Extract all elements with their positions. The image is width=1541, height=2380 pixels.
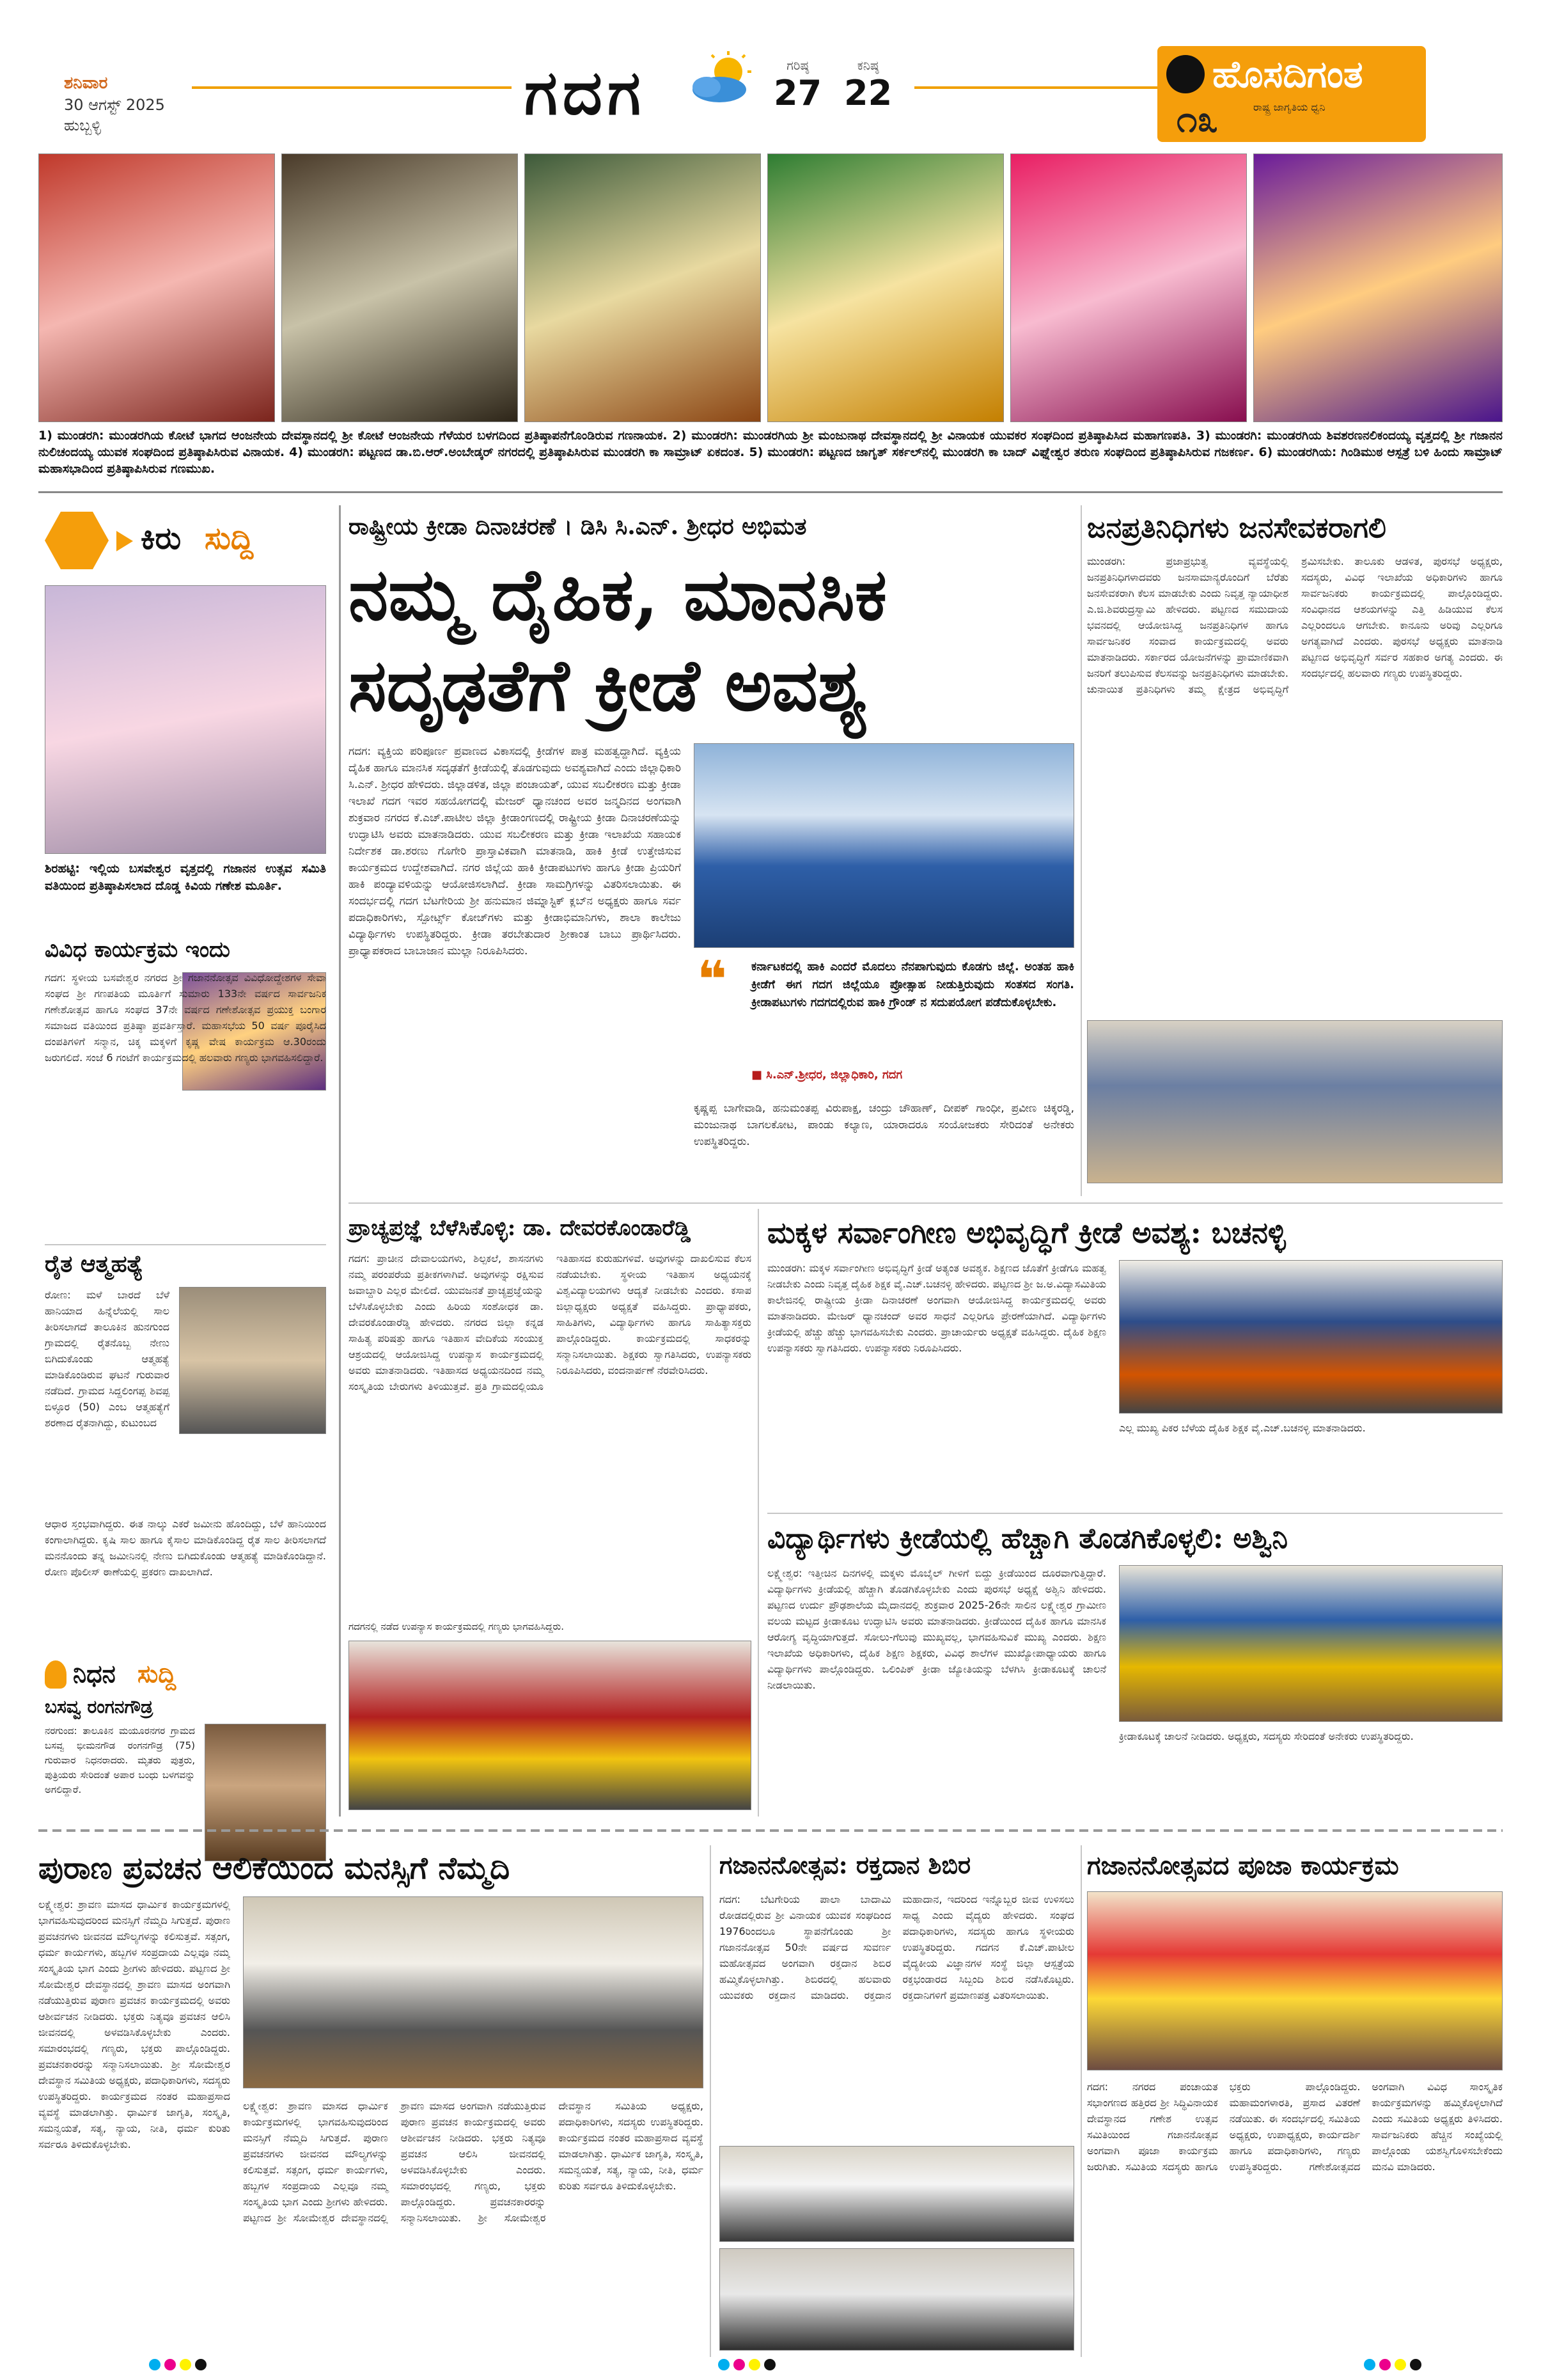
lead-quote: ಕರ್ನಾಟಕದಲ್ಲಿ ಹಾಕಿ ಎಂದರೆ ಮೊದಲು ನೆನಪಾಗುವುದು ಕೊಡಗು ಜಿಲ್ಲೆ. ಅಂತಹ ಹಾಕಿ ಕ್ರೀಡೆಗೆ ಈಗ ಗದಗ ಜಿಲ್ಲೆಯೂ ಪ್ರೋತ್ಸಾಹ ನೀಡುತ್ತಿರುವುದು ಸಂತಸದ ಸಂಗತಿ. ಕ್ರೀಡಾಪಟುಗಳು ಗದಗದಲ್ಲಿರುವ ಹಾಕಿ ಗ್ರೌಂಡ್ ನ ಸದುಪಯೋಗ ಪಡೆದುಕೊಳ್ಳಬೇಕು. bbox=[751, 960, 1074, 1009]
lead-headline-2: ಸದೃಢತೆಗೆ ಕ್ರೀಡೆ ಅವಶ್ಯ bbox=[348, 643, 867, 727]
lotus-logo-icon bbox=[1166, 55, 1205, 93]
farmer-body-1: ರೋಣ: ಮಳೆ ಬಾರದೆ ಬೆಳೆ ಹಾನಿಯಾದ ಹಿನ್ನೆಲೆಯಲ್ಲಿ ಸಾಲ ತೀರಿಸಲಾಗದೆ ತಾಲೂಕಿನ ಹುನಗುಂದ ಗ್ರಾಮದಲ್ಲಿ ರೈತನೊಬ್ಬ ನೇಣು ಬಿಗಿದುಕೊಂಡು ಆತ್ಮಹತ್ಯೆ ಮಾಡಿಕೊಂಡಿರುವ ಘಟನೆ ಗುರುವಾರ ನಡೆದಿದೆ. ಗ್ರಾಮದ ಸಿದ್ದಲಿಂಗಪ್ಪ ಶಿವಪ್ಪ ಬಿಳ್ಳೂರ (50) ಎಂಬ ಆತ್ಮಹತ್ಯೆಗೆ ಶರಣಾದ ರೈತನಾಗಿದ್ದು, ಕುಟುಂಬದ bbox=[45, 1289, 169, 1429]
ganesha-photo-5 bbox=[1010, 154, 1247, 422]
reg-dot-yellow bbox=[180, 2359, 191, 2370]
reg-dot-cyan-2 bbox=[718, 2359, 730, 2370]
section-title: ಗದಗ bbox=[524, 56, 646, 129]
min-temp-value: 22 bbox=[844, 73, 893, 113]
obit-body: ನರಗುಂದ: ತಾಲೂಕಿನ ಮಯೂರನಗರ ಗ್ರಾಮದ ಬಸವ್ವ ಭೀಮನಗೌಡ ರಂಗನಗೌಡ್ರ (75) ಗುರುವಾರ ನಿಧನರಾದರು. ಮೃತರು ಪುತ್ರರು, ಪುತ್ರಿಯರು ಸೇರಿದಂತೆ ಅಪಾರ ಬಂಧು ಬಳಗವನ್ನು ಅಗಲಿದ್ದಾರೆ. bbox=[45, 1725, 195, 1795]
purana-headline: ಪುರಾಣ ಪ್ರವಚನ ಆಲಿಕೆಯಿಂದ ಮನಸ್ಸಿಗೆ ನೆಮ್ಮದಿ bbox=[38, 1850, 510, 1886]
rakta-photo-1 bbox=[719, 2146, 1074, 2242]
reg-dot-cyan bbox=[149, 2359, 160, 2370]
pooja-headline: ಗಜಾನನೋತ್ಸವದ ಪೂಜಾ ಕಾರ್ಯಕ್ರಮ bbox=[1087, 1850, 1399, 1880]
masthead-day: ಶನಿವಾರ bbox=[64, 74, 108, 93]
lead-quote-attr-text: ಸಿ.ಎನ್.ಶ್ರೀಧರ, ಜಿಲ್ಲಾಧಿಕಾರಿ, ಗದಗ bbox=[766, 1068, 903, 1082]
page-number: ೧೩ bbox=[1177, 97, 1218, 141]
masthead-rule-left bbox=[192, 86, 512, 89]
lead-photo-caption: ಕೃಷ್ಣಪ್ಪ ಬಾಗೇವಾಡಿ, ಹನುಮಂತಪ್ಪ ವಿರುಪಾಕ್ಷ, ಚಂದ್ರು ಚೌಹಾಣ್, ದೀಪಕ್ ಗಾಂಧೀ, ಪ್ರವೀಣ ಚಿಕ್ಕರಡ್ಡಿ, ಮಂಜುನಾಥ ಬಾಗಲಕೋಟ, ಪಾಂಡು ಕಲ್ಯಾಣ, ಯಾರಾದರೂ ಸಂಯೋಜಕರು ಸೇರಿದಂತೆ ಅನೇಕರು ಉಪಸ್ಥಿತರಿದ್ದರು. bbox=[694, 1102, 1074, 1148]
reg-dot-yellow-3 bbox=[1395, 2359, 1406, 2370]
lead-quote-attr: ■ ಸಿ.ಎನ್.ಶ್ರೀಧರ, ಜಿಲ್ಲಾಧಿಕಾರಿ, ಗದಗ bbox=[751, 1068, 903, 1082]
registration-marks-right bbox=[1362, 2359, 1423, 2373]
paper-logo-block bbox=[1157, 46, 1426, 142]
divider-bottom-band bbox=[38, 1829, 1503, 1832]
weather-icon bbox=[687, 50, 758, 107]
vidyarthi-story bbox=[767, 1517, 1503, 1817]
purana-body: ಲಕ್ಷ್ಮೇಶ್ವರ: ಶ್ರಾವಣ ಮಾಸದ ಧಾರ್ಮಿಕ ಕಾರ್ಯಕ್ರಮಗಳಲ್ಲಿ ಭಾಗವಹಿಸುವುದರಿಂದ ಮನಸ್ಸಿಗೆ ನೆಮ್ಮದಿ ಸಿಗುತ್ತದೆ. ಪುರಾಣ ಪ್ರವಚನಗಳು ಜೀವನದ ಮೌಲ್ಯಗಳನ್ನು ಕಲಿಸುತ್ತವೆ. ಸತ್ಸಂಗ, ಧರ್ಮ ಕಾರ್ಯಗಳು, ಹಬ್ಬಗಳ ಸಂಪ್ರದಾಯ ಎಲ್ಲವೂ ನಮ್ಮ ಸಂಸ್ಕೃತಿಯ ಭಾಗ ಎಂದು ಶ್ರೀಗಳು ಹೇಳಿದರು. ಪಟ್ಟಣದ ಶ್ರೀ ಸೋಮೇಶ್ವರ ದೇವಸ್ಥಾನದಲ್ಲಿ ಶ್ರಾವಣ ಮಾಸದ ಅಂಗವಾಗಿ ನಡೆಯುತ್ತಿರುವ ಪುರಾಣ ಪ್ರವಚನ ಕಾರ್ಯಕ್ರಮದಲ್ಲಿ ಅವರು ಆಶೀರ್ವಚನ ನೀಡಿದರು. ಭಕ್ತರು ನಿತ್ಯವೂ ಪ್ರವಚನ ಆಲಿಸಿ ಜೀವನದಲ್ಲಿ ಅಳವಡಿಸಿಕೊಳ್ಳಬೇಕು ಎಂದರು. ಸಮಾರಂಭದಲ್ಲಿ ಗಣ್ಯರು, ಭಕ್ತರು ಪಾಲ್ಗೊಂಡಿದ್ದರು. ಪ್ರವಚನಕಾರರನ್ನು ಸನ್ಮಾನಿಸಲಾಯಿತು. ಶ್ರೀ ಸೋಮೇಶ್ವರ ದೇವಸ್ಥಾನ ಸಮಿತಿಯ ಅಧ್ಯಕ್ಷರು, ಪದಾಧಿಕಾರಿಗಳು, ಸದಸ್ಯರು ಉಪಸ್ಥಿತರಿದ್ದರು. ಕಾರ್ಯಕ್ರಮದ ನಂತರ ಮಹಾಪ್ರಸಾದ ವ್ಯವಸ್ಥೆ ಮಾಡಲಾಗಿತ್ತು. ಧಾರ್ಮಿಕ ಜಾಗೃತಿ, ಸಂಸ್ಕೃತಿ, ಸಮನ್ವಯತೆ, ಸತ್ಯ, ನ್ಯಾಯ, ನೀತಿ, ಧರ್ಮ ಕುರಿತು ಸರ್ವರೂ ತಿಳಿದುಕೊಳ್ಳಬೇಕು. bbox=[38, 1898, 230, 2150]
obit-name: ಬಸವ್ವ ರಂಗನಗೌಡ್ರ bbox=[45, 1696, 153, 1717]
pooja-body: ಗದಗ: ನಗರದ ಪಂಚಾಯತ ಸಭಾಂಗಣದ ಹತ್ತಿರದ ಶ್ರೀ ಸಿದ್ಧಿವಿನಾಯಕ ದೇವಸ್ಥಾನದ ಗಣೇಶ ಉತ್ಸವ ಸಮಿತಿಯಿಂದ ಗಜಾನನೋತ್ಸವ ಅಂಗವಾಗಿ ಪೂಜಾ ಕಾರ್ಯಕ್ರಮ ಜರುಗಿತು. ಸಮಿತಿಯ ಸದಸ್ಯರು ಹಾಗೂ ಭಕ್ತರು ಪಾಲ್ಗೊಂಡಿದ್ದರು. ಮಹಾಮಂಗಳಾರತಿ, ಪ್ರಸಾದ ವಿತರಣೆ ನಡೆಯಿತು. ಈ ಸಂದರ್ಭದಲ್ಲಿ ಸಮಿತಿಯ ಅಧ್ಯಕ್ಷರು, ಉಪಾಧ್ಯಕ್ಷರು, ಕಾರ್ಯದರ್ಶಿ ಹಾಗೂ ಪದಾಧಿಕಾರಿಗಳು, ಗಣ್ಯರು ಉಪಸ್ಥಿತರಿದ್ದರು. ಗಣೇಶೋತ್ಸವದ ಅಂಗವಾಗಿ ವಿವಿಧ ಸಾಂಸ್ಕೃತಿಕ ಕಾರ್ಯಕ್ರಮಗಳನ್ನು ಹಮ್ಮಿಕೊಳ್ಳಲಾಗಿದೆ ಎಂದು ಸಮಿತಿಯ ಅಧ್ಯಕ್ಷರು ತಿಳಿಸಿದರು. ಸಾರ್ವಜನಿಕರು ಹೆಚ್ಚಿನ ಸಂಖ್ಯೆಯಲ್ಲಿ ಪಾಲ್ಗೊಂಡು ಯಶಸ್ವಿಗೊಳಿಸಬೇಕೆಂದು ಮನವಿ ಮಾಡಿದರು. bbox=[1087, 2081, 1503, 2173]
farmer-headline: ರೈತ ಆತ್ಮಹತ್ಯೆ bbox=[45, 1250, 144, 1277]
registration-marks-left bbox=[147, 2359, 208, 2373]
ganesha-photo-1 bbox=[38, 154, 275, 422]
min-temp-block bbox=[844, 58, 892, 113]
rakta-headline: ಗಜಾನನೋತ್ಸವ: ರಕ್ತದಾನ ಶಿಬಿರ bbox=[719, 1850, 971, 1879]
reg-dot-magenta bbox=[164, 2359, 176, 2370]
reg-dot-cyan-3 bbox=[1364, 2359, 1375, 2370]
quote-icon: ❝ bbox=[697, 950, 727, 1009]
masthead-edition: ಹುಬ್ಬಳ್ಳಿ bbox=[64, 116, 101, 134]
min-temp-label: ಕನಿಷ್ಠ bbox=[857, 58, 879, 73]
divider-top bbox=[38, 491, 1503, 493]
farmer-body-2: ಆಧಾರ ಸ್ತಂಭವಾಗಿದ್ದರು. ಈತ ನಾಲ್ಕು ಎಕರೆ ಜಮೀನು ಹೊಂದಿದ್ದು, ಬೆಳೆ ಹಾನಿಯಿಂದ ಕಂಗಾಲಾಗಿದ್ದರು. ಕೃಷಿ ಸಾಲ ಹಾಗೂ ಕೈಸಾಲ ಮಾಡಿಕೊಂಡಿದ್ದ ರೈತ ಸಾಲ ತೀರಿಸಲಾಗದೆ ಮನನೊಂದು ತನ್ನ ಜಮೀನಿನಲ್ಲಿ ನೇಣು ಬಿಗಿದುಕೊಂಡು ಆತ್ಮಹತ್ಯೆ ಮಾಡಿಕೊಂಡಿದ್ದಾನೆ. ರೋಣ ಪೊಲೀಸ್ ಠಾಣೆಯಲ್ಲಿ ಪ್ರಕರಣ ದಾಖಲಾಗಿದೆ. bbox=[45, 1518, 326, 1578]
prachya-photo bbox=[348, 1641, 751, 1810]
finger-icon bbox=[45, 512, 109, 569]
divider-mid-2 bbox=[767, 1513, 1503, 1514]
divider-farmer bbox=[45, 1244, 326, 1245]
makkala-photo bbox=[1119, 1260, 1503, 1414]
vertical-divider-left bbox=[339, 505, 341, 1817]
kiru-label-a: ಕಿರು bbox=[141, 521, 182, 556]
prachya-body: ಗದಗ: ಪ್ರಾಚೀನ ದೇವಾಲಯಗಳು, ಶಿಲ್ಪಕಲೆ, ಶಾಸನಗಳು ನಮ್ಮ ಪರಂಪರೆಯ ಪ್ರತೀಕಗಳಾಗಿವೆ. ಅವುಗಳನ್ನು ರಕ್ಷಿಸುವ ಜವಾಬ್ದಾರಿ ಎಲ್ಲರ ಮೇಲಿದೆ. ಯುವಜನತೆ ಪ್ರಾಚ್ಯಪ್ರಜ್ಞೆಯನ್ನು ಬೆಳೆಸಿಕೊಳ್ಳಬೇಕು ಎಂದು ಹಿರಿಯ ಸಂಶೋಧಕ ಡಾ. ದೇವರಕೊಂಡಾರೆಡ್ಡಿ ಹೇಳಿದರು. ನಗರದ ಜಿಲ್ಲಾ ಕನ್ನಡ ಸಾಹಿತ್ಯ ಪರಿಷತ್ತು ಹಾಗೂ ಇತಿಹಾಸ ವೇದಿಕೆಯ ಸಂಯುಕ್ತ ಆಶ್ರಯದಲ್ಲಿ ಆಯೋಜಿಸಿದ್ದ ಉಪನ್ಯಾಸ ಕಾರ್ಯಕ್ರಮದಲ್ಲಿ ಅವರು ಮಾತನಾಡಿದರು. ಇತಿಹಾಸದ ಅಧ್ಯಯನದಿಂದ ನಮ್ಮ ಸಂಸ್ಕೃತಿಯ ಬೇರುಗಳು ತಿಳಿಯುತ್ತವೆ. ಪ್ರತಿ ಗ್ರಾಮದಲ್ಲಿಯೂ ಇತಿಹಾಸದ ಕುರುಹುಗಳಿವೆ. ಅವುಗಳನ್ನು ದಾಖಲಿಸುವ ಕೆಲಸ ನಡೆಯಬೇಕು. ಸ್ಥಳೀಯ ಇತಿಹಾಸ ಅಧ್ಯಯನಕ್ಕೆ ವಿಶ್ವವಿದ್ಯಾಲಯಗಳು ಆದ್ಯತೆ ನೀಡಬೇಕು ಎಂದರು. ಕಸಾಪ ಜಿಲ್ಲಾಧ್ಯಕ್ಷರು ಅಧ್ಯಕ್ಷತೆ ವಹಿಸಿದ್ದರು. ಪ್ರಾಧ್ಯಾಪಕರು, ಸಾಹಿತಿಗಳು, ವಿದ್ಯಾರ್ಥಿಗಳು ಹಾಗೂ ಸಾಹಿತ್ಯಾಸಕ್ತರು ಪಾಲ್ಗೊಂಡಿದ್ದರು. ಕಾರ್ಯಕ್ರಮದಲ್ಲಿ ಸಾಧಕರನ್ನು ಸನ್ಮಾನಿಸಲಾಯಿತು. ಶಿಕ್ಷಕರು ಸ್ವಾಗತಿಸಿದರು, ಉಪನ್ಯಾಸಕರು ನಿರೂಪಿಸಿದರು, ವಂದನಾರ್ಪಣೆ ನೆರವೇರಿಸಿದರು. bbox=[348, 1252, 751, 1392]
masthead-date: 30 ಆಗಸ್ಟ್ 2025 bbox=[64, 96, 165, 114]
ganesha-caption: 1) ಮುಂಡರಗಿ: ಮುಂಡರಗಿಯ ಕೋಟೆ ಭಾಗದ ಆಂಜನೇಯ ದೇವಸ್ಥಾನದಲ್ಲಿ ಶ್ರೀ ಕೋಟೆ ಆಂಜನೇಯ ಗೆಳೆಯರ ಬಳಗದಿಂದ ಪ್ರತಿಷ್ಠಾಪನೆಗೊಂಡಿರುವ ಗಣನಾಯಕ. 2) ಮುಂಡರಗಿ: ಮುಂಡರಗಿಯ ಶ್ರೀ ಮಂಜುನಾಥ ದೇವಸ್ಥಾನದಲ್ಲಿ ಶ್ರೀ ವಿನಾಯಕ ಯುವಕರ ಸಂಘದಿಂದ ಪ್ರತಿಷ್ಠಾಪಿಸಿದ ಮಹಾಗಣಪತಿ. 3) ಮುಂಡರಗಿ: ಮುಂಡರಗಿಯ ಶಿವಶರಣನಲಿಕಂದಯ್ಯ ವೃತ್ತದಲ್ಲಿ ಶ್ರೀ ಗಜಾನನ ನುಲಿಚಂದಯ್ಯ ಯುವಕ ಸಂಘದಿಂದ ಪ್ರತಿಷ್ಠಾಪಿಸಿರುವ ವಿನಾಯಕ. 4) ಮುಂಡರಗಿ: ಪಟ್ಟಣದ ಡಾ.ಬಿ.ಆರ್.ಅಂಬೇಡ್ಕರ್ ನಗರದಲ್ಲಿ ಪ್ರತಿಷ್ಠಾಪಿಸಿರುವ ಮುಂಡರಗಿ ಕಾ ಸಾಮ್ರಾಟ್ ಏಕದಂತ. 5) ಮುಂಡರಗಿ: ಪಟ್ಟಣದ ಜಾಗೃತ್ ಸರ್ಕಲ್‌ನಲ್ಲಿ ಮುಂಡರಗಿ ಕಾ ಬಾದ್ ವಿಘ್ನೇಶ್ವರ ತರುಣ ಸಂಘದಿಂದ ಪ್ರತಿಷ್ಠಾಪಿಸಿರುವ ಗಜಕರ್ಣ. 6) ಮುಂಡರಗಿಯ: ಗಿಂಡಿಮುಠ ಆಸ್ಪತ್ರೆ ಬಳಿ ಹಿಂದು ಸಾಮ್ರಾಟ್ ಮಹಾಸಭಾದಿಂದ ಪ್ರತಿಷ್ಠಾಪಿಸಿರುವ ಗಣಮುಖ. bbox=[38, 429, 1503, 476]
divider-mid-1 bbox=[348, 1202, 1503, 1204]
janaprati-photo bbox=[1087, 1020, 1503, 1183]
prachya-story bbox=[348, 1209, 751, 1817]
vertical-divider-mid bbox=[1081, 505, 1082, 1196]
reg-dot-magenta-3 bbox=[1379, 2359, 1391, 2370]
masthead-date-block bbox=[64, 74, 165, 134]
ganesha-photo-6 bbox=[1253, 154, 1503, 422]
obit-photo bbox=[205, 1724, 326, 1861]
vidyarthi-body: ಲಕ್ಷ್ಮೇಶ್ವರ: ಇತ್ತೀಚಿನ ದಿನಗಳಲ್ಲಿ ಮಕ್ಕಳು ಮೊಬೈಲ್ ಗೀಳಿಗೆ ಬಿದ್ದು ಕ್ರೀಡೆಯಿಂದ ದೂರವಾಗುತ್ತಿದ್ದಾರೆ. ವಿದ್ಯಾರ್ಥಿಗಳು ಕ್ರೀಡೆಯಲ್ಲಿ ಹೆಚ್ಚಾಗಿ ತೊಡಗಿಕೊಳ್ಳಬೇಕು ಎಂದು ಪುರಸಭೆ ಅಧ್ಯಕ್ಷೆ ಅಶ್ವಿನಿ ಹೇಳಿದರು. ಪಟ್ಟಣದ ಉರ್ದು ಪ್ರೌಢಶಾಲೆಯ ಮೈದಾನದಲ್ಲಿ ಶುಕ್ರವಾರ 2025-26ನೇ ಸಾಲಿನ ಲಕ್ಷ್ಮೇಶ್ವರ ಗ್ರಾಮೀಣ ವಲಯ ಮಟ್ಟದ ಕ್ರೀಡಾಕೂಟ ಉದ್ಘಾಟಿಸಿ ಅವರು ಮಾತನಾಡಿದರು. ಕ್ರೀಡೆಯಿಂದ ದೈಹಿಕ ಹಾಗೂ ಮಾನಸಿಕ ಆರೋಗ್ಯ ವೃದ್ಧಿಯಾಗುತ್ತದೆ. ಸೋಲು-ಗೆಲುವು ಮುಖ್ಯವಲ್ಲ, ಭಾಗವಹಿಸುವಿಕೆ ಮುಖ್ಯ ಎಂದರು. ಶಿಕ್ಷಣ ಇಲಾಖೆಯ ಅಧಿಕಾರಿಗಳು, ದೈಹಿಕ ಶಿಕ್ಷಣ ಶಿಕ್ಷಕರು, ವಿವಿಧ ಶಾಲೆಗಳ ಮುಖ್ಯೋಪಾಧ್ಯಾಯರು ಹಾಗೂ ವಿದ್ಯಾರ್ಥಿಗಳು ಪಾಲ್ಗೊಂಡಿದ್ದರು. ಒಲಿಂಪಿಕ್ ಕ್ರೀಡಾ ಜ್ಯೋತಿಯನ್ನು ಬೆಳಗಿಸಿ ಕ್ರೀಡಾಕೂಟಕ್ಕೆ ಚಾಲನೆ ನೀಡಲಾಯಿತು. bbox=[767, 1567, 1106, 1691]
purana-photo bbox=[243, 1896, 703, 2088]
kiru-suddi-column bbox=[38, 505, 332, 1817]
vidyarthi-photo bbox=[1119, 1565, 1503, 1722]
rakta-story bbox=[719, 1845, 1074, 2357]
ganesha-photo-4 bbox=[767, 154, 1004, 422]
paper-tagline: ರಾಷ್ಟ್ರ ಜಾಗೃತಿಯ ಧ್ವನಿ bbox=[1253, 101, 1326, 113]
lead-photo bbox=[694, 743, 1074, 948]
pooja-photo bbox=[1087, 1891, 1503, 2070]
kiru-photo-caption: ಶಿರಹಟ್ಟಿ: ಇಲ್ಲಿಯ ಬಸವೇಶ್ವರ ವೃತ್ತದಲ್ಲಿ ಗಜಾನನ ಉತ್ಸವ ಸಮಿತಿ ವತಿಯಿಂದ ಪ್ರತಿಷ್ಠಾಪಿಸಲಾದ ದೊಡ್ಡ ಕಿವಿಯ ಗಣೇಶ ಮೂರ್ತಿ. bbox=[45, 862, 326, 893]
pooja-story bbox=[1087, 1845, 1503, 2357]
nidhana-label-b: ಸುದ್ದಿ bbox=[137, 1659, 176, 1688]
paper-name: ಹೊಸದಿಗಂತ bbox=[1212, 52, 1363, 96]
farmer-photo bbox=[179, 1287, 326, 1434]
reg-dot-black bbox=[195, 2359, 207, 2370]
reg-dot-magenta-2 bbox=[733, 2359, 745, 2370]
programs-body: ಗದಗ: ಸ್ಥಳೀಯ ಬಸವೇಶ್ವರ ನಗರದ ಶ್ರೀ ಗಜಾನನೋತ್ಸವ ವಿವಿಧೋದ್ದೇಶಗಳ ಸೇವಾ ಸಂಘದ ಶ್ರೀ ಗಣಪತಿಯ ಮೂರ್ತಿಗೆ ಸುಮಾರು 133ನೇ ವರ್ಷದ ಸಾರ್ವಜನಿಕ ಗಣೇಶೋತ್ಸವ ಹಾಗೂ ಸಂಘದ 37ನೇ ವರ್ಷದ ಗಣೇಶೋತ್ಸವ ಪ್ರಯುಕ್ತ ಬಂಗಾರ ಸಮಾಜದ ವತಿಯಿಂದ ಪ್ರತಿಷ್ಠಾ ಪ್ರವರ್ತಿಸ್ತಾರೆ. ಮಹಾಸಭೆಯ 50 ವರ್ಷ ಪೂರೈಸಿದ ದಂಪತಿಗಳಿಗೆ ಸನ್ಮಾನ, ಚಿಕ್ಕ ಮಕ್ಕಳಿಗೆ ಕೃಷ್ಣ ವೇಷ ಕಾರ್ಯಕ್ರಮ ಆ.30ರಂದು ಜರುಗಲಿದೆ. ಸಂಜೆ 6 ಗಂಟೆಗೆ ಕಾರ್ಯಕ್ರಮದಲ್ಲಿ ಹಲವಾರು ಗಣ್ಯರು ಭಾಗವಹಿಸಲಿದ್ದಾರೆ. bbox=[45, 972, 326, 1064]
vertical-divider-mid-2 bbox=[758, 1209, 759, 1817]
purana-story bbox=[38, 1845, 703, 2357]
vertical-divider-bottom-2 bbox=[1081, 1845, 1082, 2357]
janaprati-body: ಮುಂಡರಗಿ: ಪ್ರಜಾಪ್ರಭುತ್ವ ವ್ಯವಸ್ಥೆಯಲ್ಲಿ ಜನಪ್ರತಿನಿಧಿಗಳಾದವರು ಜನಸಾಮಾನ್ಯರೊಂದಿಗೆ ಬೆರೆತು ಜನಸೇವಕರಾಗಿ ಕೆಲಸ ಮಾಡಬೇಕು ಎಂದು ನಿವೃತ್ತ ನ್ಯಾಯಾಧೀಶ ಎ.ಜಿ.ಶಿವರುದ್ರಸ್ವಾಮಿ ಹೇಳಿದರು. ಪಟ್ಟಣದ ಸಮುದಾಯ ಭವನದಲ್ಲಿ ಆಯೋಜಿಸಿದ್ದ ಜನಪ್ರತಿನಿಧಿಗಳ ಹಾಗೂ ಸಾರ್ವಜನಿಕರ ಸಂವಾದ ಕಾರ್ಯಕ್ರಮದಲ್ಲಿ ಅವರು ಮಾತನಾಡಿದರು. ಸರ್ಕಾರದ ಯೋಜನೆಗಳನ್ನು ಪ್ರಾಮಾಣಿಕವಾಗಿ ಜನರಿಗೆ ತಲುಪಿಸುವ ಕೆಲಸವನ್ನು ಜನಪ್ರತಿನಿಧಿಗಳು ಮಾಡಬೇಕು. ಚುನಾಯಿತ ಪ್ರತಿನಿಧಿಗಳು ತಮ್ಮ ಕ್ಷೇತ್ರದ ಅಭಿವೃದ್ಧಿಗೆ ಶ್ರಮಿಸಬೇಕು. ತಾಲೂಕು ಆಡಳಿತ, ಪುರಸಭೆ ಅಧ್ಯಕ್ಷರು, ಸದಸ್ಯರು, ವಿವಿಧ ಇಲಾಖೆಯ ಅಧಿಕಾರಿಗಳು ಹಾಗೂ ಸಾರ್ವಜನಿಕರು ಕಾರ್ಯಕ್ರಮದಲ್ಲಿ ಪಾಲ್ಗೊಂಡಿದ್ದರು. ಸಂವಿಧಾನದ ಆಶಯಗಳನ್ನು ಎತ್ತಿ ಹಿಡಿಯುವ ಕೆಲಸ ಎಲ್ಲರಿಂದಲೂ ಆಗಬೇಕು. ಕಾನೂನು ಅರಿವು ಎಲ್ಲರಿಗೂ ಅಗತ್ಯವಾಗಿದೆ ಎಂದರು. ಪುರಸಭೆ ಅಧ್ಯಕ್ಷರು ಮಾತನಾಡಿ ಪಟ್ಟಣದ ಅಭಿವೃದ್ಧಿಗೆ ಸರ್ವರ ಸಹಕಾರ ಅಗತ್ಯ ಎಂದರು. ಈ ಸಂದರ್ಭದಲ್ಲಿ ಹಲವಾರು ಗಣ್ಯರು ಉಪಸ್ಥಿತರಿದ್ದರು. bbox=[1087, 555, 1503, 695]
nidhana-logo bbox=[45, 1657, 326, 1695]
reg-dot-black-2 bbox=[764, 2359, 776, 2370]
registration-marks-center bbox=[716, 2359, 778, 2373]
nidhana-label-a: ನಿಧನ bbox=[73, 1659, 116, 1688]
ganesha-photo-3 bbox=[524, 154, 761, 422]
makkala-story bbox=[767, 1209, 1503, 1509]
makkala-photo-caption: ಎಲ್ಲ ಮುಖ್ಯ ಪಿಕರ ಬೆಳೆಯ ದೈಹಿಕ ಶಿಕ್ಷಕ ವೈ.ಎಚ್.ಬಚನಳ್ಳಿ ಮಾತನಾಡಿದರು. bbox=[1119, 1422, 1366, 1434]
rakta-photo-2 bbox=[719, 2248, 1074, 2351]
lead-kicker: ರಾಷ್ಟ್ರೀಯ ಕ್ರೀಡಾ ದಿನಾಚರಣೆ । ಡಿಸಿ ಸಿ.ಎನ್. ಶ್ರೀಧರ ಅಭಿಮತ bbox=[348, 513, 807, 540]
lead-story bbox=[348, 505, 1074, 1196]
prachya-photo-caption: ಗದಗನಲ್ಲಿ ನಡೆದ ಉಪನ್ಯಾಸ ಕಾರ್ಯಕ್ರಮದಲ್ಲಿ ಗಣ್ಯರು ಭಾಗವಹಿಸಿದ್ದರು. bbox=[348, 1621, 564, 1632]
masthead bbox=[0, 0, 1541, 150]
reg-dot-yellow-2 bbox=[749, 2359, 760, 2370]
rakta-body: ಗದಗ: ಬೆಟಗೇರಿಯ ಪಾಲಾ ಬಾದಾಮಿ ರೋಡದಲ್ಲಿರುವ ಶ್ರೀ ವಿನಾಯಕ ಯುವಕ ಸಂಘದಿಂದ 1976ರಿಂದಲೂ ಸ್ಥಾಪನೆಗೊಂಡು ಶ್ರೀ ಗಜಾನನೋತ್ಸವ 50ನೇ ವರ್ಷದ ಸುವರ್ಣ ಮಹೋತ್ಸವದ ಅಂಗವಾಗಿ ರಕ್ತದಾನ ಶಿಬಿರ ಹಮ್ಮಿಕೊಳ್ಳಲಾಗಿತ್ತು. ಶಿಬಿರದಲ್ಲಿ ಹಲವಾರು ಯುವಕರು ರಕ್ತದಾನ ಮಾಡಿದರು. ರಕ್ತದಾನ ಮಹಾದಾನ, ಇದರಿಂದ ಇನ್ನೊಬ್ಬರ ಜೀವ ಉಳಿಸಲು ಸಾಧ್ಯ ಎಂದು ವೈದ್ಯರು ಹೇಳಿದರು. ಸಂಘದ ಪದಾಧಿಕಾರಿಗಳು, ಸದಸ್ಯರು ಹಾಗೂ ಸ್ಥಳೀಯರು ಉಪಸ್ಥಿತರಿದ್ದರು. ಗದಗನ ಕೆ.ಎಚ್.ಪಾಟೀಲ ವೈದ್ಯಕೀಯ ವಿಜ್ಞಾನಗಳ ಸಂಸ್ಥೆ ಜಿಲ್ಲಾ ಆಸ್ಪತ್ರೆಯ ರಕ್ತಭಂಡಾರದ ಸಿಬ್ಬಂದಿ ಶಿಬಿರ ನಡೆಸಿಕೊಟ್ಟರು. ರಕ್ತದಾನಿಗಳಿಗೆ ಪ್ರಮಾಣಪತ್ರ ವಿತರಿಸಲಾಯಿತು. bbox=[719, 1893, 1074, 2001]
ganesha-photo-strip bbox=[38, 154, 1503, 422]
kiru-play-icon bbox=[116, 531, 133, 551]
janaprati-headline: ಜನಪ್ರತಿನಿಧಿಗಳು ಜನಸೇವಕರಾಗಲಿ bbox=[1087, 512, 1386, 544]
masthead-rule-right bbox=[914, 86, 1157, 89]
janaprati-story bbox=[1087, 505, 1503, 1196]
ganesha-photo-2 bbox=[281, 154, 518, 422]
purana-body-continued: ಲಕ್ಷ್ಮೇಶ್ವರ: ಶ್ರಾವಣ ಮಾಸದ ಧಾರ್ಮಿಕ ಕಾರ್ಯಕ್ರಮಗಳಲ್ಲಿ ಭಾಗವಹಿಸುವುದರಿಂದ ಮನಸ್ಸಿಗೆ ನೆಮ್ಮದಿ ಸಿಗುತ್ತದೆ. ಪುರಾಣ ಪ್ರವಚನಗಳು ಜೀವನದ ಮೌಲ್ಯಗಳನ್ನು ಕಲಿಸುತ್ತವೆ. ಸತ್ಸಂಗ, ಧರ್ಮ ಕಾರ್ಯಗಳು, ಹಬ್ಬಗಳ ಸಂಪ್ರದಾಯ ಎಲ್ಲವೂ ನಮ್ಮ ಸಂಸ್ಕೃತಿಯ ಭಾಗ ಎಂದು ಶ್ರೀಗಳು ಹೇಳಿದರು. ಪಟ್ಟಣದ ಶ್ರೀ ಸೋಮೇಶ್ವರ ದೇವಸ್ಥಾನದಲ್ಲಿ ಶ್ರಾವಣ ಮಾಸದ ಅಂಗವಾಗಿ ನಡೆಯುತ್ತಿರುವ ಪುರಾಣ ಪ್ರವಚನ ಕಾರ್ಯಕ್ರಮದಲ್ಲಿ ಅವರು ಆಶೀರ್ವಚನ ನೀಡಿದರು. ಭಕ್ತರು ನಿತ್ಯವೂ ಪ್ರವಚನ ಆಲಿಸಿ ಜೀವನದಲ್ಲಿ ಅಳವಡಿಸಿಕೊಳ್ಳಬೇಕು ಎಂದರು. ಸಮಾರಂಭದಲ್ಲಿ ಗಣ್ಯರು, ಭಕ್ತರು ಪಾಲ್ಗೊಂಡಿದ್ದರು. ಪ್ರವಚನಕಾರರನ್ನು ಸನ್ಮಾನಿಸಲಾಯಿತು. ಶ್ರೀ ಸೋಮೇಶ್ವರ ದೇವಸ್ಥಾನ ಸಮಿತಿಯ ಅಧ್ಯಕ್ಷರು, ಪದಾಧಿಕಾರಿಗಳು, ಸದಸ್ಯರು ಉಪಸ್ಥಿತರಿದ್ದರು. ಕಾರ್ಯಕ್ರಮದ ನಂತರ ಮಹಾಪ್ರಸಾದ ವ್ಯವಸ್ಥೆ ಮಾಡಲಾಗಿತ್ತು. ಧಾರ್ಮಿಕ ಜಾಗೃತಿ, ಸಂಸ್ಕೃತಿ, ಸಮನ್ವಯತೆ, ಸತ್ಯ, ನ್ಯಾಯ, ನೀತಿ, ಧರ್ಮ ಕುರಿತು ಸರ್ವರೂ ತಿಳಿದುಕೊಳ್ಳಬೇಕು. bbox=[243, 2100, 703, 2224]
max-temp-value: 27 bbox=[774, 73, 822, 113]
kiru-logo bbox=[45, 512, 288, 569]
vidyarthi-headline: ವಿದ್ಯಾರ್ಥಿಗಳು ಕ್ರೀಡೆಯಲ್ಲಿ ಹೆಚ್ಚಾಗಿ ತೊಡಗಿಕೊಳ್ಳಲಿ: ಅಶ್ವಿನಿ bbox=[767, 1522, 1288, 1555]
max-temp-block bbox=[774, 58, 822, 113]
max-temp-label: ಗರಿಷ್ಠ bbox=[786, 58, 810, 73]
kiru-label-b: ಸುದ್ದಿ bbox=[205, 521, 254, 556]
prachya-headline: ಪ್ರಾಚ್ಯಪ್ರಜ್ಞೆ ಬೆಳೆಸಿಕೊಳ್ಳಿ: ಡಾ. ದೇವರಕೊಂಡಾರೆಡ್ಡಿ bbox=[348, 1215, 691, 1241]
makkala-headline: ಮಕ್ಕಳ ಸರ್ವಾಂಗೀಣ ಅಭಿವೃದ್ಧಿಗೆ ಕ್ರೀಡೆ ಅವಶ್ಯ: ಬಚನಳ್ಳಿ bbox=[767, 1215, 1286, 1250]
kiru-photo bbox=[45, 585, 326, 854]
reg-dot-black-3 bbox=[1410, 2359, 1421, 2370]
lead-headline-1: ನಮ್ಮ ದೈಹಿಕ, ಮಾನಸಿಕ bbox=[348, 553, 888, 636]
lamp-icon bbox=[45, 1660, 66, 1689]
vertical-divider-bottom-1 bbox=[710, 1845, 711, 2357]
lead-body: ಗದಗ: ವ್ಯಕ್ತಿಯ ಪರಿಪೂರ್ಣ ಪ್ರವಾಣದ ವಿಕಾಸದಲ್ಲಿ ಕ್ರೀಡೆಗಳ ಪಾತ್ರ ಮಹತ್ವದ್ದಾಗಿದೆ. ವ್ಯಕ್ತಿಯ ದೈಹಿಕ ಹಾಗೂ ಮಾನಸಿಕ ಸದೃಢತೆಗೆ ಕ್ರೀಡೆಯಲ್ಲಿ ತೊಡಗುವುದು ಅವಶ್ಯವಾಗಿದೆ ಎಂದು ಜಿಲ್ಲಾಧಿಕಾರಿ ಸಿ.ಎನ್. ಶ್ರೀಧರ ಹೇಳಿದರು. ಜಿಲ್ಲಾಡಳಿತ, ಜಿಲ್ಲಾ ಪಂಚಾಯತ್, ಯುವ ಸಬಲೀಕರಣ ಮತ್ತು ಕ್ರೀಡಾ ಇಲಾಖೆ ಗದಗ ಇವರ ಸಹಯೋಗದಲ್ಲಿ ಮೇಜರ್ ಧ್ಯಾನಚಂದ ಅವರ ಜನ್ಮದಿನದ ಅಂಗವಾಗಿ ಶುಕ್ರವಾರ ನಗರದ ಕೆ.ಎಚ್.ಪಾಟೀಲ ಜಿಲ್ಲಾ ಕ್ರೀಡಾಂಗಣದಲ್ಲಿ ರಾಷ್ಟ್ರೀಯ ಕ್ರೀಡಾ ದಿನಾಚರಣೆಯನ್ನು ಉದ್ಘಾಟಿಸಿ ಅವರು ಮಾತನಾಡಿದರು. ಯುವ ಸಬಲೀಕರಣ ಮತ್ತು ಕ್ರೀಡಾ ಇಲಾಖೆಯ ಸಹಾಯಕ ನಿರ್ದೇಶಕ ಡಾ.ಶರಣು ಗೊಗೇರಿ ಪ್ರಾಸ್ತಾವಿಕವಾಗಿ ಮಾತನಾಡಿ, ಹಾಕಿ ಕ್ರೀಡೆ ಉತ್ತೇಜಿಸುವ ಕಾರ್ಯಕ್ರಮದ ಉದ್ದೇಶವಾಗಿದೆ. ನಗರ ಜಿಲ್ಲೆಯ ಹಾಕಿ ಕ್ರೀಡಾಪಟುಗಳು ಹಾಗೂ ಕ್ರೀಡಾ ಪ್ರಿಯರಿಗೆ ಹಾಕಿ ಪಂದ್ಯಾವಳಿಯನ್ನು ಆಯೋಜಿಸಲಾಗಿದೆ. ಕ್ರೀಡಾ ಸಾಮಗ್ರಿಗಳನ್ನು ವಿತರಿಸಲಾಯಿತು. ಈ ಸಂದರ್ಭದಲ್ಲಿ ಗದಗ ಬೆಟಗೇರಿಯ ಶ್ರೀ ಹನುಮಾನ ಜಿಮ್ನಾಸ್ಟಿಕ್ ಕ್ಲಬ್‌ನ ಅಧ್ಯಕ್ಷರು ಹಾಗೂ ಸರ್ವ ಪದಾಧಿಕಾರಿಗಳು, ಸ್ಪೋರ್ಟ್ಸ್ ಕೋಚ್‌ಗಳು ಮತ್ತು ಕ್ರೀಡಾಭಿಮಾನಿಗಳು, ಶಾಲಾ ಕಾಲೇಜು ವಿದ್ಯಾರ್ಥಿಗಳು ಉಪಸ್ಥಿತರಿದ್ದರು. ಕ್ರೀಡಾ ತರಬೇತುದಾರ ಶ್ರೀಕಾಂತ ಬಾಬು ಪ್ರಾರ್ಥಿಸಿದರು. ಪ್ರಾಧ್ಯಾಪಕರಾದ ಬಾಬಾಜಾನ ಮುಲ್ಲಾ ನಿರೂಪಿಸಿದರು. bbox=[348, 745, 681, 958]
programs-headline: ವಿವಿಧ ಕಾರ್ಯಕ್ರಮ ಇಂದು bbox=[45, 937, 230, 963]
vidyarthi-photo-caption: ಕ್ರೀಡಾಕೂಟಕ್ಕೆ ಚಾಲನೆ ನೀಡಿದರು. ಅಧ್ಯಕ್ಷರು, ಸದಸ್ಯರು ಸೇರಿದಂತೆ ಅನೇಕರು ಉಪಸ್ಥಿತರಿದ್ದರು. bbox=[1119, 1730, 1414, 1742]
makkala-body: ಮುಂಡರಗಿ: ಮಕ್ಕಳ ಸರ್ವಾಂಗೀಣ ಅಭಿವೃದ್ಧಿಗೆ ಕ್ರೀಡೆ ಅತ್ಯಂತ ಅವಶ್ಯಕ. ಶಿಕ್ಷಣದ ಜೊತೆಗೆ ಕ್ರೀಡೆಗೂ ಮಹತ್ವ ನೀಡಬೇಕು ಎಂದು ನಿವೃತ್ತ ದೈಹಿಕ ಶಿಕ್ಷಕ ವೈ.ಎಚ್.ಬಚನಳ್ಳಿ ಹೇಳಿದರು. ಪಟ್ಟಣದ ಶ್ರೀ ಜ.ಅ.ವಿದ್ಯಾಸಮಿತಿಯ ಕಾಲೇಜಿನಲ್ಲಿ ರಾಷ್ಟ್ರೀಯ ಕ್ರೀಡಾ ದಿನಾಚರಣೆ ಅಂಗವಾಗಿ ಆಯೋಜಿಸಿದ್ದ ಕಾರ್ಯಕ್ರಮದಲ್ಲಿ ಅವರು ಮಾತನಾಡಿದರು. ಮೇಜರ್ ಧ್ಯಾನಚಂದ್ ಅವರ ಸಾಧನೆ ಎಲ್ಲರಿಗೂ ಪ್ರೇರಣೆಯಾಗಿದೆ. ವಿದ್ಯಾರ್ಥಿಗಳು ಕ್ರೀಡೆಯಲ್ಲಿ ಹೆಚ್ಚು ಹೆಚ್ಚು ಭಾಗವಹಿಸಬೇಕು ಎಂದರು. ಪ್ರಾಚಾರ್ಯರು ಅಧ್ಯಕ್ಷತೆ ವಹಿಸಿದ್ದರು. ದೈಹಿಕ ಶಿಕ್ಷಣ ಉಪನ್ಯಾಸಕರು ಸ್ವಾಗತಿಸಿದರು. ಉಪನ್ಯಾಸಕರು ನಿರೂಪಿಸಿದರು. bbox=[767, 1262, 1106, 1354]
